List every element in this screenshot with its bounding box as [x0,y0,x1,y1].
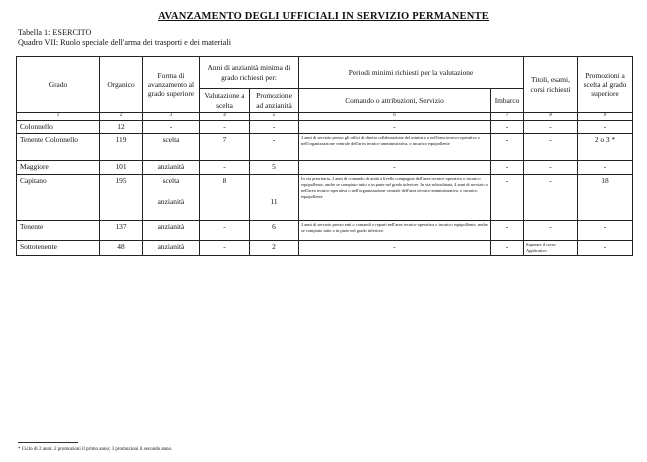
promozione-cell: 6 [250,221,299,241]
scelta-cell: 18 [578,175,633,221]
organico-cell: 119 [100,134,143,161]
forma-scelta: scelta [162,176,180,185]
promozione-cell: 2 [250,241,299,256]
column-number: 1 [17,113,100,121]
scelta-cell: - [578,161,633,175]
promozione-cell: - [250,121,299,134]
titoli-cell: - [524,175,578,221]
grado-cell: Capitano [17,175,100,221]
tabella-label: Tabella 1: ESERCITO [18,28,92,37]
header-periodi: Periodi minimi richiesti per la valutazione [299,57,524,89]
forma-anzianita: anzianità [157,197,185,206]
table-row [17,175,633,221]
valutazione-cell: 8 [200,175,250,221]
header-anni: Anni di anzianità minima di grado richiesti per: [200,57,299,89]
organico-cell: 101 [100,161,143,175]
grado-cell: Tenente Colonnello [17,134,100,161]
imbarco-cell: - [491,175,524,221]
titoli-cell: - [524,161,578,175]
scelta-cell: 2 o 3 * [578,134,633,161]
grado-cell: Sottotenente [17,241,100,256]
titoli-cell: Superare il corso Applicativo [524,241,578,256]
grado-cell: Tenente [17,221,100,241]
column-number-row [17,113,633,121]
imbarco-cell: - [491,221,524,241]
forma-cell [143,175,200,221]
titoli-cell: - [524,134,578,161]
scelta-cell: - [578,221,633,241]
valutazione-cell: 7 [200,134,250,161]
forma-cell: anzianità [143,161,200,175]
comando-cell: - [299,241,491,256]
valutazione-cell: - [200,241,250,256]
table-row [17,241,633,256]
comando-cell: 3 anni di servizio presso gli uffici di diretta collaborazione del ministro o nell'area tecnico-operativa o nell'organizzazione centrale dell'area tecnico-amministrativa, o incarico equipollente [299,134,491,161]
forma-cell: - [143,121,200,134]
footnote: * Ciclo di 2 anni: 2 promozioni il primo anno; 3 promozioni il secondo anno. [18,447,173,452]
grado-cell: Maggiore [17,161,100,175]
header-grado: Grado [17,57,100,113]
header-forma: Forma di avanzamento al grado superiore [143,57,200,113]
column-number: 4 [200,113,250,121]
table-row [17,161,633,175]
imbarco-cell: - [491,241,524,256]
promozione-cell [250,175,299,221]
comando-cell: In via prioritaria, 2 anni di comando di unità a livello compagnia dell'area tecnico-operativa o incarico equipollente, anche se compiuto tutto o in parte nel grado inferiore. In via subordinata, 4 anni di servizio o nell'area tecnico-operativa o nell'organizzazione centrale dell'area tecnico-amministrativa, o incarico equipollente [299,175,491,221]
column-number: 7 [491,113,524,121]
organico-cell: 195 [100,175,143,221]
titoli-cell: - [524,221,578,241]
forma-cell: anzianità [143,241,200,256]
organico-cell: 137 [100,221,143,241]
titoli-cell: - [524,121,578,134]
header-comando: Comando o attribuzioni, Servizio [299,89,491,113]
footnote-divider [18,442,78,443]
table-row [17,134,633,161]
imbarco-cell: - [491,161,524,175]
valutazione-cell: - [200,121,250,134]
imbarco-cell: - [491,121,524,134]
forma-cell: scelta [143,134,200,161]
avanzamento-table [16,56,633,256]
comando-cell: - [299,161,491,175]
column-number: 2 [100,113,143,121]
column-number: 6 [299,113,491,121]
promozione-cell: - [250,134,299,161]
scelta-cell: - [578,241,633,256]
column-number: 3 [143,113,200,121]
header-promozione: Promozione ad anzianità [250,89,299,113]
column-number: 9 [578,113,633,121]
forma-cell: anzianità [143,221,200,241]
table-row [17,121,633,134]
column-number: 8 [524,113,578,121]
page-title: AVANZAMENTO DEGLI UFFICIALI IN SERVIZIO PERMANENTE [158,11,489,22]
header-organico: Organico [100,57,143,113]
imbarco-cell: - [491,134,524,161]
comando-cell: 2 anni di servizio presso enti o comandi o reparti nell'area tecnico-operativa o incarico equipollente, anche se compiuto tutto o in parte nel grado inferiore. [299,221,491,241]
header-promozioni-scelta: Promozioni a scelta al grado superiore [578,57,633,113]
header-valutazione: Valutazione a scelta [200,89,250,113]
quadro-label: Quadro VII: Ruolo speciale dell'arma dei trasporti e dei materiali [18,38,231,47]
column-number: 5 [250,113,299,121]
promozione-value: 11 [270,197,278,206]
scelta-cell: - [578,121,633,134]
grado-cell: Colonnello [17,121,100,134]
header-titoli: Titoli, esami, corsi richiesti [524,57,578,113]
promozione-cell: 5 [250,161,299,175]
table-row [17,221,633,241]
header-imbarco: Imbarco [491,89,524,113]
valutazione-cell: - [200,161,250,175]
organico-cell: 12 [100,121,143,134]
valutazione-cell: - [200,221,250,241]
comando-cell: - [299,121,491,134]
organico-cell: 48 [100,241,143,256]
